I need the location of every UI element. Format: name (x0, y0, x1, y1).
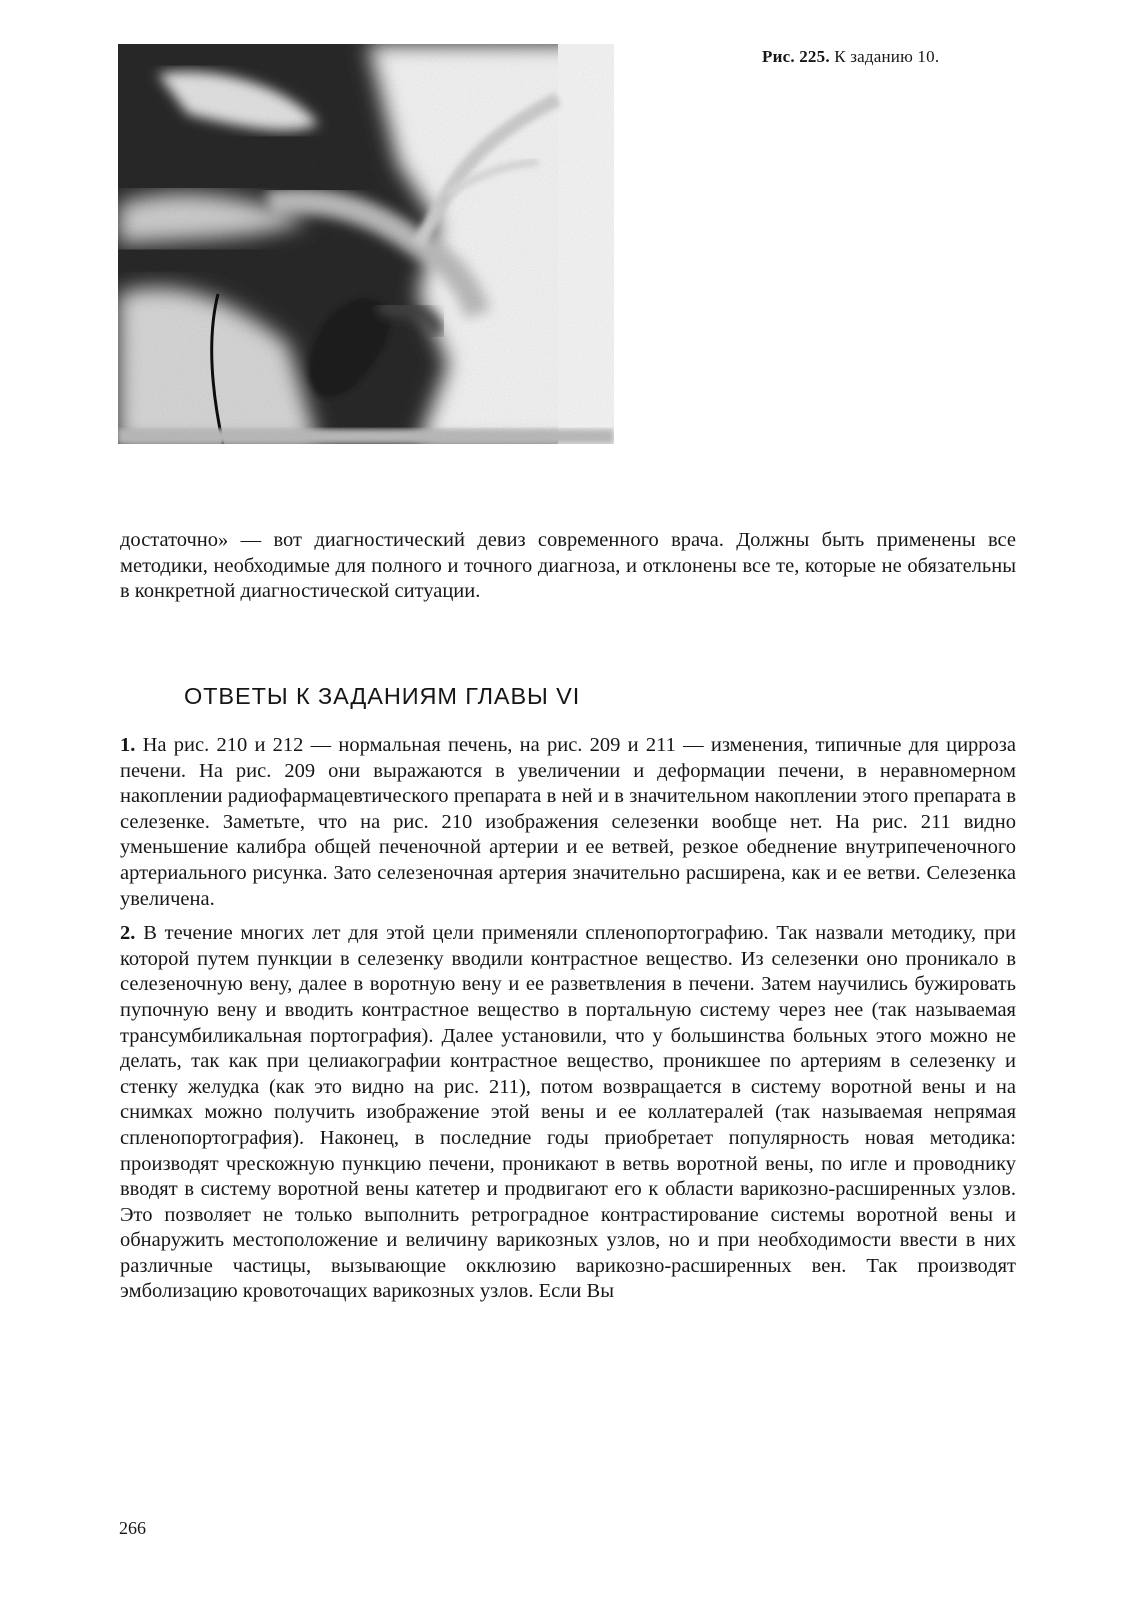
answer-number: 1. (120, 734, 136, 756)
page-number: 266 (119, 1518, 146, 1538)
figure-caption (762, 47, 939, 67)
answer-number: 2. (120, 922, 136, 945)
answer-text: В течение многих лет для этой цели применяли спленопортографию. Так назвали методику, при которой путем пункции в селезенку вводили контрастное вещество. Из селезенки оно проникало в селезеночную вену, далее в воротную вену и ее разветвления в печени. Затем научились бужировать пупочную вену и вводить контрастное вещество в портальную систему через нее (так называемая трансумбиликальная портография). Далее установили, что у большинства больных этого можно не делать, так как при целиакографии контрастное вещество, проникшее по артериям в селезенку и стенку желудка (как это видно на рис. 211), потом возвращается в систему воротной вены и на снимках можно получить изображение этой вены и ее коллатералей (так называемая непрямая спленопортография). Наконец, в последние годы приобретает популярность новая методика: производят чрескожную пункцию печени, проникают в ветвь воротной вены, по игле и проводнику вводят в систему воротной вены катетер и продвигают его к области варикозно-расширенных узлов. Это позволяет не только выполнить ретроградное контрастирование системы воротной вены и обнаружить местоположение и величину варикозных узлов, но и при необходимости ввести в них различные частицы, вызывающие окклюзию варикозно-расширенных вен. Так производят эмболизацию кровоточащих варикозных узлов. Если Вы (120, 922, 1016, 1303)
radiograph-image (118, 44, 614, 444)
section-heading: ОТВЕТЫ К ЗАДАНИЯМ ГЛАВЫ VI (184, 683, 581, 709)
answer-item (120, 733, 1016, 912)
answer-text: На рис. 210 и 212 — нормальная печень, на рис. 209 и 211 — изменения, типичные для цирроза печени. На рис. 209 они выражаются в увеличении и деформации печени, в неравномерном накоплении радиофармацевтического препарата в ней и в значительном накоплении этого препарата в селезенке. Заметьте, что на рис. 210 изображения селезенки вообще нет. На рис. 211 видно уменьшение калибра общей печеночной артерии и ее ветвей, резкое обеднение внутрипеченочного артериального рисунка. Зато селезеночная артерия значительно расширена, как и ее ветви. Селезенка увеличена. (120, 734, 1016, 910)
answers-list (120, 733, 1016, 1305)
intro-paragraph: достаточно» — вот диагностический девиз современного врача. Должны быть применены все методики, необходимые для полного и точного диагноза, и отклонены все те, которые не обязательны в конкретной диагностической ситуации. (120, 529, 1016, 603)
intro-paragraph-block (120, 528, 1016, 605)
radiograph-figure (118, 44, 614, 444)
figure-caption-text: К заданию 10. (834, 47, 940, 66)
figure-caption-label: Рис. 225. (762, 47, 830, 66)
answer-item (120, 921, 1016, 1305)
